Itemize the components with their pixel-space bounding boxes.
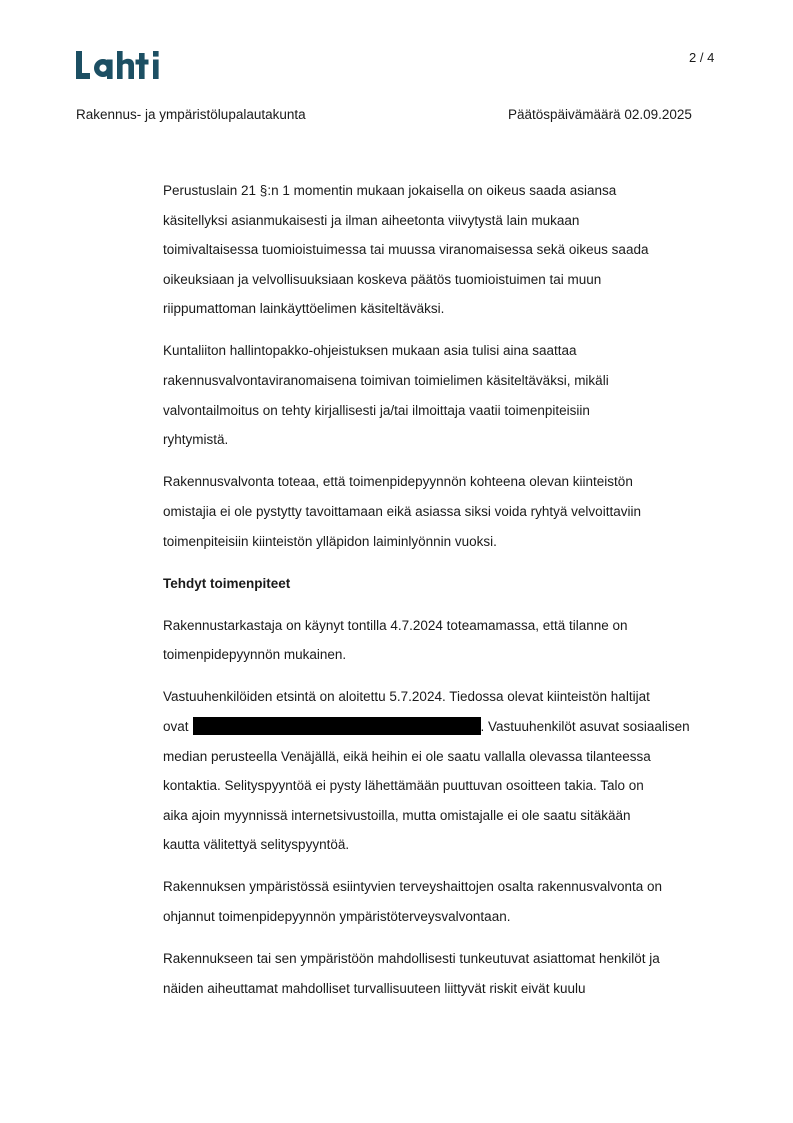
text-line: kautta välitettyä selityspyyntöä. (163, 837, 350, 853)
lahti-logo-mark (75, 47, 167, 83)
text-line: valvontailmoitus on tehty kirjallisesti ja/tai ilmoittaja vaatii toimenpiteisiin (163, 402, 590, 418)
text-line: kontaktia. Selityspyyntöä ei pysty lähettämään puuttuvan osoitteen takia. Talo on (163, 778, 644, 794)
paragraph-trespassers (163, 944, 723, 1003)
text-line-redacted (163, 712, 723, 742)
text-line: Kuntaliiton hallintopakko-ohjeistuksen mukaan asia tulisi aina saattaa (163, 343, 577, 359)
text-line: Rakennusvalvonta toteaa, että toimenpidepyynnön kohteena olevan kiinteistön (163, 474, 633, 490)
text-line: aika ajoin myynnissä internetsivustoilla, mutta omistajalle ei ole saatu sitäkään (163, 807, 631, 823)
text-fragment: . Vastuuhenkilöt asuvat sosiaalisen (480, 719, 690, 734)
text-fragment: ovat (163, 719, 189, 734)
document-body (163, 176, 723, 1016)
text-line: ryhtymistä. (163, 432, 229, 448)
decision-date: Päätöspäivämäärä 02.09.2025 (508, 107, 692, 122)
text-line: rakennusvalvontaviranomaisena toimivan toimielimen käsiteltäväksi, mikäli (163, 373, 609, 389)
text-line: Rakennustarkastaja on käynyt tontilla 4.7.2024 toteamamassa, että tilanne on (163, 617, 628, 633)
committee-name: Rakennus- ja ympäristölupalautakunta (76, 107, 306, 122)
text-line: toimivaltaisessa tuomioistuimessa tai muussa viranomaisessa sekä oikeus saada (163, 242, 649, 258)
paragraph-responsible-persons (163, 682, 723, 860)
text-line: median perusteella Venäjällä, eikä heihin ei ole saatu vallalla olevassa tilanteessa (163, 748, 651, 764)
paragraph-constitution (163, 176, 723, 324)
section-heading: Tehdyt toimenpiteet (163, 575, 291, 591)
redaction-block (193, 717, 481, 735)
text-line: näiden aiheuttamat mahdolliset turvallisuuteen liittyvät riskit eivät kuulu (163, 980, 586, 996)
lahti-logo (75, 47, 167, 83)
page-number: 2 / 4 (689, 50, 715, 65)
text-line: ohjannut toimenpidepyynnön ympäristöterveysvalvontaan. (163, 909, 511, 925)
text-line: omistajia ei ole pystytty tavoittamaan eikä asiassa siksi voida ryhtyä velvoittaviin (163, 503, 641, 519)
text-line: toimenpiteisiin kiinteistön ylläpidon laiminlyönnin vuoksi. (163, 533, 497, 549)
text-line: käsitellyksi asianmukaisesti ja ilman aiheetonta viivytystä lain mukaan (163, 212, 580, 228)
paragraph-kuntaliitto (163, 336, 723, 454)
text-line: toimenpidepyynnön mukainen. (163, 647, 347, 663)
paragraph-inspection (163, 611, 723, 670)
paragraph-health-hazards (163, 872, 723, 931)
text-line: Rakennukseen tai sen ympäristöön mahdollisesti tunkeutuvat asiattomat henkilöt ja (163, 951, 660, 967)
text-line: oikeuksiaan ja velvollisuuksiaan koskeva päätös tuomioistuimen tai muun (163, 271, 602, 287)
paragraph-owners-unreachable (163, 467, 723, 556)
text-line: riippumattoman lainkäyttöelimen käsiteltäväksi. (163, 301, 445, 317)
text-line: Rakennuksen ympäristössä esiintyvien terveyshaittojen osalta rakennusvalvonta on (163, 879, 663, 895)
text-line: Perustuslain 21 §:n 1 momentin mukaan jokaisella on oikeus saada asiansa (163, 183, 617, 198)
text-line: Vastuuhenkilöiden etsintä on aloitettu 5.7.2024. Tiedossa olevat kiinteistön haltijat (163, 689, 650, 705)
